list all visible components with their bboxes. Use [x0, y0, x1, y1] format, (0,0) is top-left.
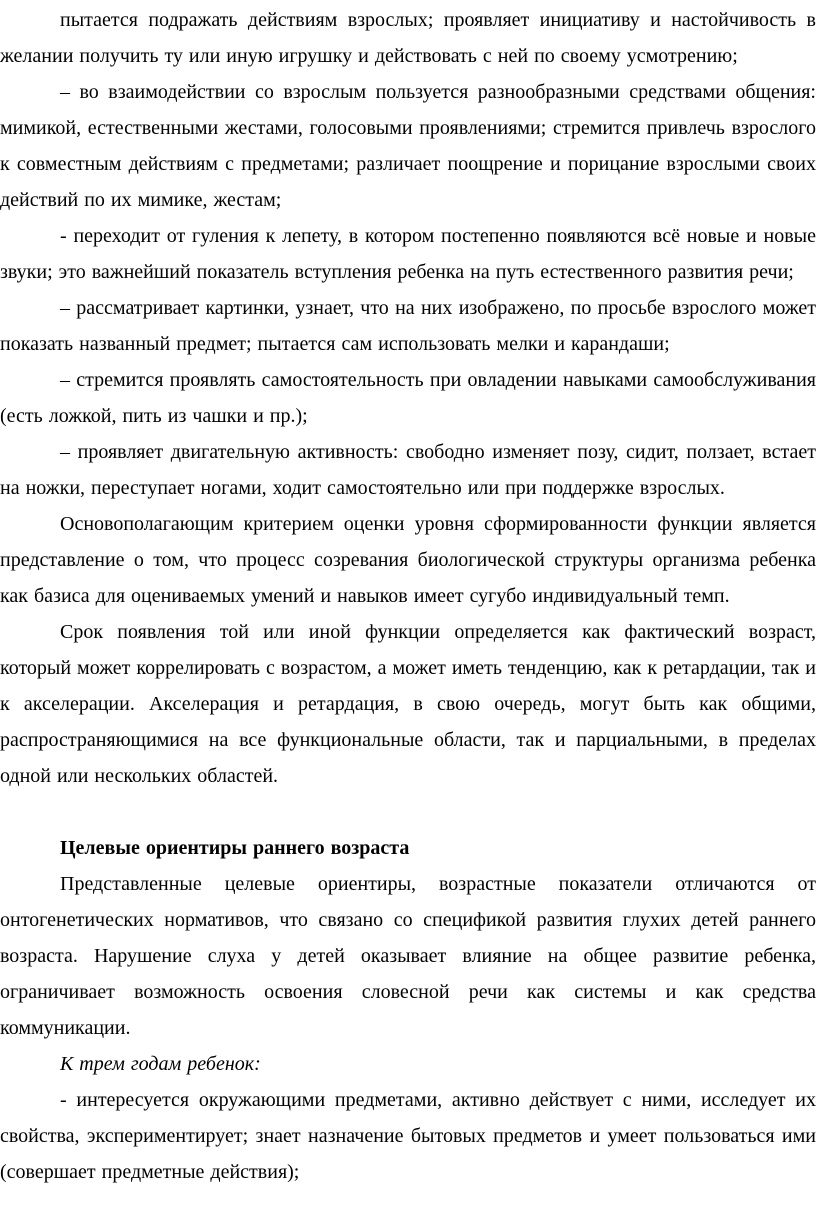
paragraph-interest-in-objects: - интересуется окружающими предметами, активно действует с ними, исследует их свойства, экспериментирует; знает назначение бытовых предметов и умеет пользоваться ими (совершает предметные действия); — [0, 1089, 816, 1183]
paragraph-communication-means: – во взаимодействии со взрослым пользуется разнообразными средствами общения: мимикой, естественными жестами, голосовыми проявлениями; стремится привлечь взрослого к совместным действиям с предметами; различает поощрение и порицание взрослыми своих действий по их мимике, жестам; — [0, 81, 816, 211]
paragraph-motor-activity: – проявляет двигательную активность: свободно изменяет позу, сидит, ползает, встает на ножки, переступает ногами, ходит самостоятельно или при поддержке взрослых. — [0, 441, 816, 499]
paragraph-imitates-adults: пытается подражать действиям взрослых; проявляет инициативу и настойчивость в желании получить ту или иную игрушку и действовать с ней по своему усмотрению; — [0, 9, 816, 67]
paragraph-assessment-criterion: Основополагающим критерием оценки уровня сформированности функции является представление о том, что процесс созревания биологической структуры организма ребенка как базиса для оцениваемых умений и навыков имеет сугубо индивидуальный темп. — [0, 513, 816, 607]
section-heading-target-guidelines: Целевые ориентиры раннего возраста — [60, 837, 410, 859]
paragraph-function-timing: Срок появления той или иной функции определяется как фактический возраст, который может коррелировать с возрастом, а может иметь тенденцию, как к ретардации, так и к акселерации. Акселерация и ретардация, в свою очередь, могут быть как общими, распространяющимися на все функциональные области, так и парциальными, в пределах одной или нескольких областей. — [0, 621, 816, 787]
paragraph-by-age-three-leadin: К трем годам ребенок: — [60, 1053, 261, 1075]
paragraph-looks-at-pictures: – рассматривает картинки, узнает, что на них изображено, по просьбе взрослого может показать названный предмет; пытается сам использовать мелки и карандаши; — [0, 297, 816, 355]
paragraph-babbling-speech: - переходит от гуления к лепету, в котором постепенно появляются всё новые и новые звуки; это важнейший показатель вступления ребенка на путь естественного развития речи; — [0, 225, 816, 283]
paragraph-self-care-skills: – стремится проявлять самостоятельность при овладении навыками самообслуживания (есть ложкой, пить из чашки и пр.); — [0, 369, 816, 427]
paragraph-target-guidelines-intro: Представленные целевые ориентиры, возрастные показатели отличаются от онтогенетических нормативов, что связано со спецификой развития глухих детей раннего возраста. Нарушение слуха у детей оказывает влияние на общее развитие ребенка, ограничивает возможность освоения словесной речи как системы и как средства коммуникации. — [0, 873, 816, 1039]
